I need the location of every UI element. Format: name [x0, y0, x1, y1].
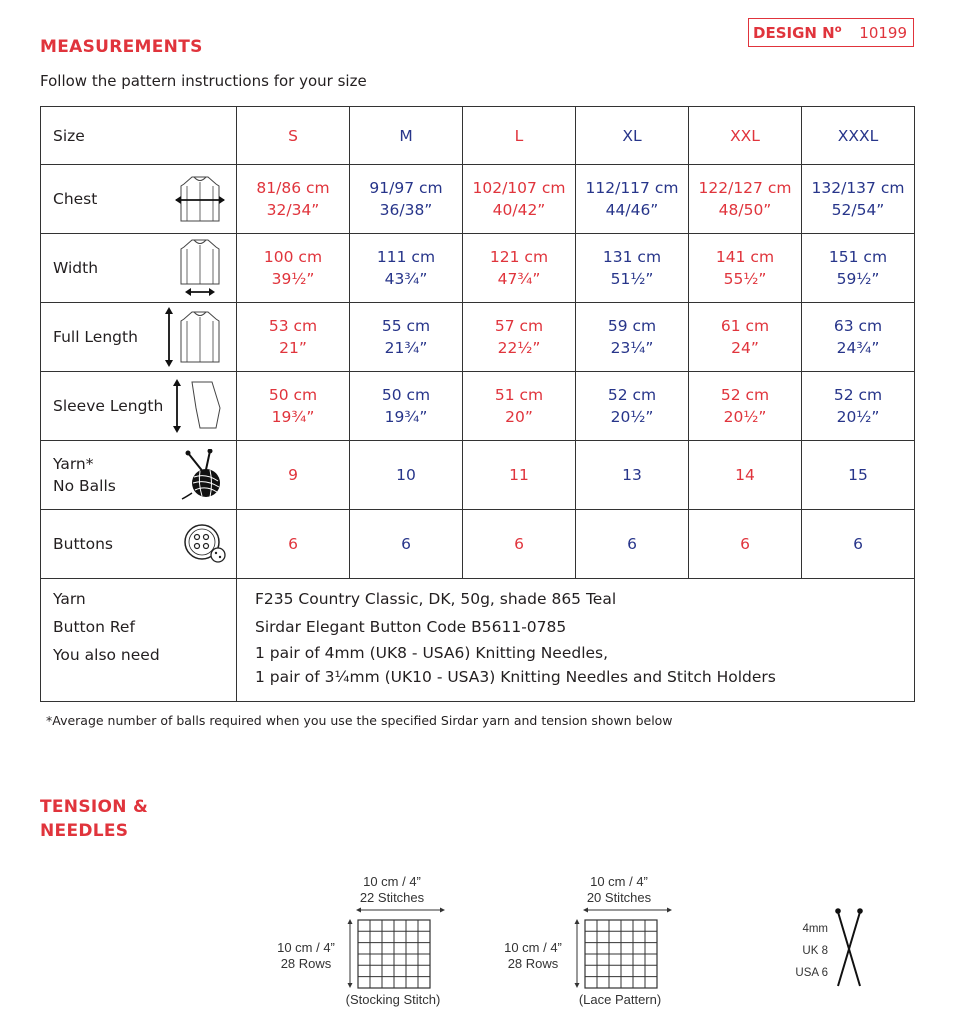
- chest-s: 81/86 cm 32/34”: [237, 165, 350, 234]
- footnote: *Average number of balls required when you use the specified Sirdar yarn and tension shown below: [46, 713, 673, 728]
- size-m: M: [350, 107, 463, 165]
- sleeve-diagram-icon: [172, 378, 228, 434]
- sleeve-length-m: 50 cm 19¾”: [350, 372, 463, 441]
- measurements-heading: MEASUREMENTS: [40, 37, 203, 57]
- full-length-m: 55 cm 21¾”: [350, 303, 463, 372]
- width-xxl: 141 cm 55½”: [689, 234, 802, 303]
- swatch-row-label: 10 cm / 4” 28 Rows: [277, 940, 335, 971]
- full-length-label: Full Length: [53, 328, 138, 346]
- measurements-table: [40, 106, 915, 702]
- size-row: [41, 107, 915, 165]
- sleeve-length-xxxl: 52 cm 20½”: [802, 372, 915, 441]
- sleeve-length-l: 51 cm 20”: [463, 372, 576, 441]
- materials-row: [41, 579, 915, 702]
- stocking-swatch-grid-icon: [346, 906, 446, 992]
- buttons-xxl: 6: [689, 510, 802, 579]
- design-number: 10199: [859, 23, 907, 42]
- materials-values: [237, 579, 915, 702]
- needle-mm: 4mm: [802, 923, 828, 935]
- full-length-xxl: 61 cm 24”: [689, 303, 802, 372]
- yarn-balls-label: Yarn* No Balls: [53, 455, 116, 495]
- sleeve-length-label: Sleeve Length: [53, 397, 164, 415]
- full-length-label-cell: [41, 303, 237, 372]
- yarn-balls-xl: 13: [576, 441, 689, 510]
- full-length-xl: 59 cm 23¼”: [576, 303, 689, 372]
- yarn-ball-icon: [180, 449, 228, 501]
- full-length-xxxl: 63 cm 24¾”: [802, 303, 915, 372]
- yarn-balls-m: 10: [350, 441, 463, 510]
- tension-heading: TENSION & NEEDLES: [40, 797, 149, 841]
- yarn-value: F235 Country Classic, DK, 50g, shade 865 Teal: [255, 590, 617, 608]
- yarn-balls-s: 9: [237, 441, 350, 510]
- chest-xxl: 122/127 cm 48/50”: [689, 165, 802, 234]
- width-label: Width: [53, 259, 99, 277]
- size-xxl: XXL: [689, 107, 802, 165]
- swatch-stitch-label: 10 cm / 4” 22 Stitches: [359, 874, 425, 905]
- size-s: S: [237, 107, 350, 165]
- button-icon: [182, 522, 228, 566]
- sleeve-length-row: [41, 372, 915, 441]
- yarn-balls-row: [41, 441, 915, 510]
- sleeve-length-s: 50 cm 19¾”: [237, 372, 350, 441]
- size-label: Size: [41, 107, 237, 165]
- chest-label: Chest: [53, 190, 98, 208]
- materials-labels: [41, 579, 237, 702]
- buttons-label: Buttons: [53, 535, 113, 553]
- buttons-l: 6: [463, 510, 576, 579]
- swatch-caption: (Stocking Stitch): [345, 992, 441, 1007]
- yarn-label: Yarn: [53, 590, 86, 608]
- yarn-balls-xxl: 14: [689, 441, 802, 510]
- size-xxxl: XXXL: [802, 107, 915, 165]
- also-need-value-1: 1 pair of 4mm (UK8 - USA6) Knitting Needles,: [255, 644, 609, 662]
- yarn-balls-xxxl: 15: [802, 441, 915, 510]
- button-ref-value: Sirdar Elegant Button Code B5611-0785: [255, 618, 567, 636]
- size-xl: XL: [576, 107, 689, 165]
- width-l: 121 cm 47¾”: [463, 234, 576, 303]
- sleeve-length-label-cell: [41, 372, 237, 441]
- yarn-balls-label-cell: [41, 441, 237, 510]
- chest-m: 91/97 cm 36/38”: [350, 165, 463, 234]
- needle-uk: UK 8: [802, 945, 828, 957]
- full-length-l: 57 cm 22½”: [463, 303, 576, 372]
- buttons-m: 6: [350, 510, 463, 579]
- design-label: DESIGN $N^o$: [753, 23, 842, 42]
- chest-diagram-icon: [172, 174, 228, 224]
- design-number-box: [748, 18, 914, 47]
- full-length-row: [41, 303, 915, 372]
- lace-swatch-grid-icon: [573, 906, 673, 992]
- yarn-balls-l: 11: [463, 441, 576, 510]
- also-need-value-2: 1 pair of 3¼mm (UK10 - USA3) Knitting Needles and Stitch Holders: [255, 668, 776, 686]
- button-ref-label: Button Ref: [53, 618, 135, 636]
- needle-usa: USA 6: [795, 967, 828, 979]
- swatch-row-label: 10 cm / 4” 28 Rows: [504, 940, 562, 971]
- chest-row: [41, 165, 915, 234]
- chest-l: 102/107 cm 40/42”: [463, 165, 576, 234]
- buttons-label-cell: [41, 510, 237, 579]
- swatch-stitch-label: 10 cm / 4” 20 Stitches: [586, 874, 652, 905]
- subtitle: Follow the pattern instructions for your size: [40, 72, 367, 90]
- width-xxxl: 151 cm 59½”: [802, 234, 915, 303]
- width-m: 111 cm 43¾”: [350, 234, 463, 303]
- width-label-cell: [41, 234, 237, 303]
- swatch-caption: (Lace Pattern): [578, 992, 662, 1007]
- buttons-xxxl: 6: [802, 510, 915, 579]
- also-need-label: You also need: [53, 646, 160, 664]
- buttons-xl: 6: [576, 510, 689, 579]
- width-row: [41, 234, 915, 303]
- chest-xl: 112/117 cm 44/46”: [576, 165, 689, 234]
- width-diagram-icon: [172, 237, 228, 299]
- sleeve-length-xl: 52 cm 20½”: [576, 372, 689, 441]
- crossed-needles-icon: [832, 906, 866, 990]
- sleeve-length-xxl: 52 cm 20½”: [689, 372, 802, 441]
- chest-label-cell: [41, 165, 237, 234]
- buttons-s: 6: [237, 510, 350, 579]
- size-l: L: [463, 107, 576, 165]
- chest-xxxl: 132/137 cm 52/54”: [802, 165, 915, 234]
- needle-size-labels: [780, 918, 828, 984]
- width-s: 100 cm 39½”: [237, 234, 350, 303]
- buttons-row: [41, 510, 915, 579]
- width-xl: 131 cm 51½”: [576, 234, 689, 303]
- full-length-s: 53 cm 21”: [237, 303, 350, 372]
- length-diagram-icon: [164, 306, 228, 368]
